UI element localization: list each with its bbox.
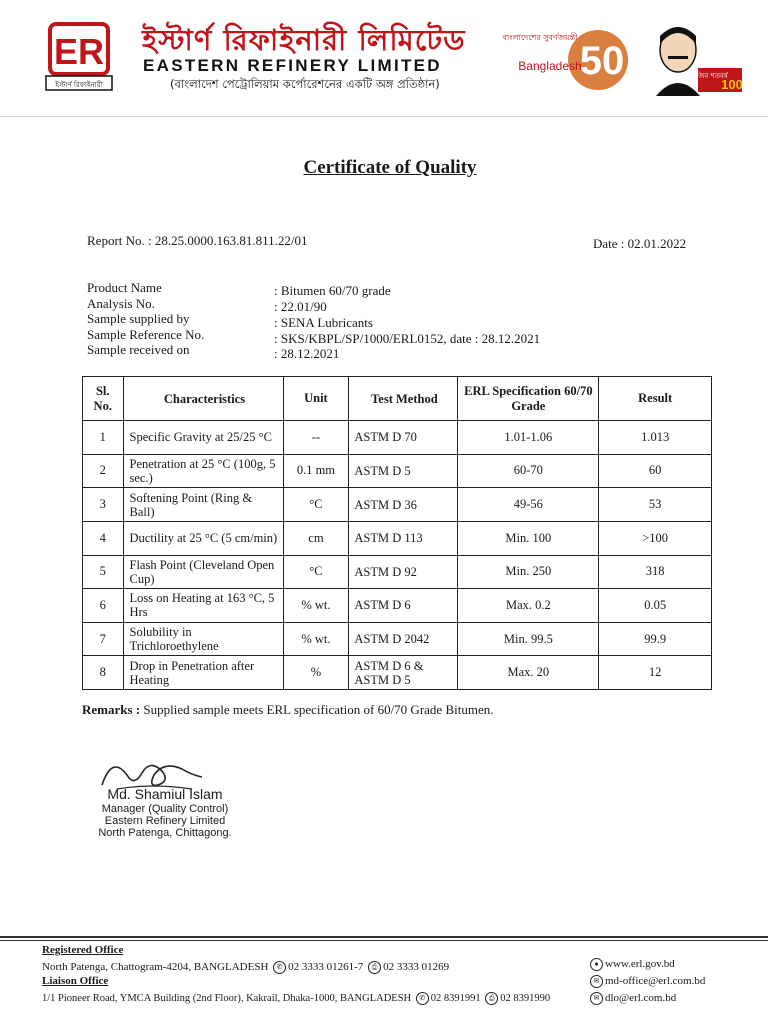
info-value-received: : 28.12.2021 bbox=[274, 346, 340, 361]
cell-spec: 1.01-1.06 bbox=[458, 421, 599, 455]
info-label-analysis: Analysis No. bbox=[87, 296, 155, 311]
fax-icon: ⎙ bbox=[485, 992, 498, 1005]
info-label-supplier: Sample supplied by bbox=[87, 311, 190, 326]
header-test-method: Test Method bbox=[349, 377, 458, 421]
cell-spec: 60-70 bbox=[458, 454, 599, 488]
certificate-title: Certificate of Quality bbox=[303, 157, 477, 178]
email-line-2 bbox=[588, 992, 676, 1005]
registered-phone: 02 3333 01261-7 bbox=[288, 961, 364, 974]
cell-spec: 49-56 bbox=[458, 488, 599, 522]
cell-unit: % wt. bbox=[283, 622, 349, 656]
liaison-office-line bbox=[42, 992, 550, 1005]
cell-spec: Min. 100 bbox=[458, 521, 599, 555]
mujib-number: 100 bbox=[721, 77, 743, 92]
cell-unit: % wt. bbox=[283, 589, 349, 623]
table-row bbox=[83, 454, 712, 488]
header-characteristics: Characteristics bbox=[123, 377, 283, 421]
company-name-english: EASTERN REFINERY LIMITED bbox=[143, 56, 442, 75]
cell-unit: % bbox=[283, 656, 349, 690]
footer-divider bbox=[0, 936, 768, 938]
email-dlo[interactable]: dlo@erl.com.bd bbox=[605, 992, 677, 1005]
registered-office-label: Registered Office bbox=[42, 944, 124, 956]
header-sl-no: Sl. No. bbox=[83, 377, 124, 421]
quality-results-table bbox=[82, 376, 712, 690]
info-label-reference: Sample Reference No. bbox=[87, 327, 205, 342]
info-value-supplier: : SENA Lubricants bbox=[274, 315, 373, 330]
bangladesh-50-emblem bbox=[502, 18, 630, 96]
email-icon: ✉ bbox=[590, 975, 603, 988]
cell-sl: 4 bbox=[83, 521, 124, 555]
registered-fax: 02 3333 01269 bbox=[383, 961, 450, 974]
header-result: Result bbox=[599, 377, 712, 421]
registered-address: North Patenga, Chattogram-4204, BANGLADESH bbox=[42, 961, 269, 974]
website[interactable]: www.erl.gov.bd bbox=[605, 958, 675, 971]
cell-result: 1.013 bbox=[599, 421, 712, 455]
signatory-organization: Eastern Refinery Limited bbox=[104, 815, 226, 827]
signatory-designation: Manager (Quality Control) bbox=[101, 803, 229, 815]
cell-unit: cm bbox=[283, 521, 349, 555]
registered-office-line bbox=[42, 961, 449, 974]
table-row bbox=[83, 488, 712, 522]
cell-spec: Min. 99.5 bbox=[458, 622, 599, 656]
email-line-1 bbox=[588, 975, 705, 988]
cell-characteristic: Softening Point (Ring & Ball) bbox=[123, 488, 283, 522]
remarks bbox=[82, 702, 493, 718]
cell-unit: °C bbox=[283, 488, 349, 522]
cell-method: ASTM D 92 bbox=[349, 555, 458, 589]
cell-characteristic: Penetration at 25 °C (100g, 5 sec.) bbox=[123, 454, 283, 488]
cell-method: ASTM D 6 bbox=[349, 589, 458, 623]
cell-sl: 8 bbox=[83, 656, 124, 690]
cell-characteristic: Specific Gravity at 25/25 °C bbox=[123, 421, 283, 455]
cell-characteristic: Flash Point (Cleveland Open Cup) bbox=[123, 555, 283, 589]
phone-icon: ✆ bbox=[273, 961, 286, 974]
remarks-label: Remarks : bbox=[82, 702, 141, 717]
phone-icon: ✆ bbox=[416, 992, 429, 1005]
cell-result: 12 bbox=[599, 656, 712, 690]
liaison-fax: 02 8391990 bbox=[500, 992, 551, 1004]
cell-result: 0.05 bbox=[599, 589, 712, 623]
logo-text: ER bbox=[53, 31, 105, 72]
table-row bbox=[83, 555, 712, 589]
logo-caption: ইস্টার্ণ রিফাইনারী bbox=[55, 81, 103, 89]
company-subtitle: (বাংলাদেশ পেট্রোলিয়াম কর্পোরেশনের একটি অঙ্গ প্রতিষ্ঠান) bbox=[170, 77, 440, 91]
cell-sl: 3 bbox=[83, 488, 124, 522]
cell-result: >100 bbox=[599, 521, 712, 555]
table-row bbox=[83, 656, 712, 690]
cell-method: ASTM D 2042 bbox=[349, 622, 458, 656]
cell-characteristic: Drop in Penetration after Heating bbox=[123, 656, 283, 690]
report-number: Report No. : 28.25.0000.163.81.811.22/01 bbox=[87, 233, 308, 248]
info-label-received: Sample received on bbox=[87, 342, 190, 357]
liaison-office-label: Liaison Office bbox=[42, 975, 109, 987]
cell-method: ASTM D 5 bbox=[349, 454, 458, 488]
remarks-text: Supplied sample meets ERL specification of 60/70 Grade Bitumen. bbox=[143, 702, 494, 717]
header-divider bbox=[0, 116, 768, 117]
cell-unit: 0.1 mm bbox=[283, 454, 349, 488]
cell-spec: Max. 0.2 bbox=[458, 589, 599, 623]
info-value-product: : Bitumen 60/70 grade bbox=[274, 283, 391, 298]
signatory-name: Md. Shamiul Islam bbox=[107, 786, 223, 802]
info-label-product: Product Name bbox=[87, 280, 162, 295]
table-row bbox=[83, 622, 712, 656]
table-row bbox=[83, 521, 712, 555]
report-date: Date : 02.01.2022 bbox=[593, 236, 687, 251]
cell-result: 99.9 bbox=[599, 622, 712, 656]
cell-characteristic: Solubility in Trichloroethylene bbox=[123, 622, 283, 656]
table-header-row bbox=[83, 377, 712, 421]
mujib-100-emblem bbox=[648, 20, 744, 96]
company-logo bbox=[46, 22, 112, 92]
cell-spec: Min. 250 bbox=[458, 555, 599, 589]
cell-sl: 2 bbox=[83, 454, 124, 488]
cell-characteristic: Loss on Heating at 163 °C, 5 Hrs bbox=[123, 589, 283, 623]
cell-result: 60 bbox=[599, 454, 712, 488]
mujib-text: মুজিব শতবর্ষ bbox=[692, 72, 728, 80]
cell-method: ASTM D 6 & ASTM D 5 bbox=[349, 656, 458, 690]
cell-method: ASTM D 70 bbox=[349, 421, 458, 455]
cell-method: ASTM D 113 bbox=[349, 521, 458, 555]
email-md-office[interactable]: md-office@erl.com.bd bbox=[605, 975, 706, 988]
email-icon: ✉ bbox=[590, 992, 603, 1005]
company-name-bengali: ইস্টার্ণ রিফাইনারী লিমিটেড bbox=[142, 23, 466, 57]
bd50-word: Bangladesh bbox=[518, 59, 582, 73]
cell-unit: -- bbox=[283, 421, 349, 455]
cell-spec: Max. 20 bbox=[458, 656, 599, 690]
cell-sl: 5 bbox=[83, 555, 124, 589]
cell-sl: 6 bbox=[83, 589, 124, 623]
signatory-location: North Patenga, Chittagong. bbox=[98, 827, 232, 839]
header-erl-spec: ERL Specification 60/70 Grade bbox=[458, 377, 599, 421]
globe-icon: ● bbox=[590, 958, 603, 971]
bd50-number: 50 bbox=[579, 39, 625, 83]
cell-result: 53 bbox=[599, 488, 712, 522]
table-row bbox=[83, 589, 712, 623]
bd50-bengali-text: বাংলাদেশের সুবর্ণজয়ন্তী bbox=[502, 33, 578, 42]
info-value-analysis: : 22.01/90 bbox=[274, 299, 327, 314]
fax-icon: ⎙ bbox=[368, 961, 381, 974]
website-line bbox=[588, 958, 675, 971]
cell-sl: 1 bbox=[83, 421, 124, 455]
cell-result: 318 bbox=[599, 555, 712, 589]
table-row bbox=[83, 421, 712, 455]
cell-characteristic: Ductility at 25 °C (5 cm/min) bbox=[123, 521, 283, 555]
liaison-address: 1/1 Pioneer Road, YMCA Building (2nd Floor), Kakrail, Dhaka-1000, BANGLADESH bbox=[42, 992, 412, 1004]
cell-unit: °C bbox=[283, 555, 349, 589]
cell-sl: 7 bbox=[83, 622, 124, 656]
footer-divider-thin bbox=[0, 940, 768, 941]
cell-method: ASTM D 36 bbox=[349, 488, 458, 522]
header-unit: Unit bbox=[283, 377, 349, 421]
info-value-reference: : SKS/KBPL/SP/1000/ERL0152, date : 28.12.2021 bbox=[274, 331, 541, 346]
liaison-phone: 02 8391991 bbox=[430, 992, 481, 1004]
